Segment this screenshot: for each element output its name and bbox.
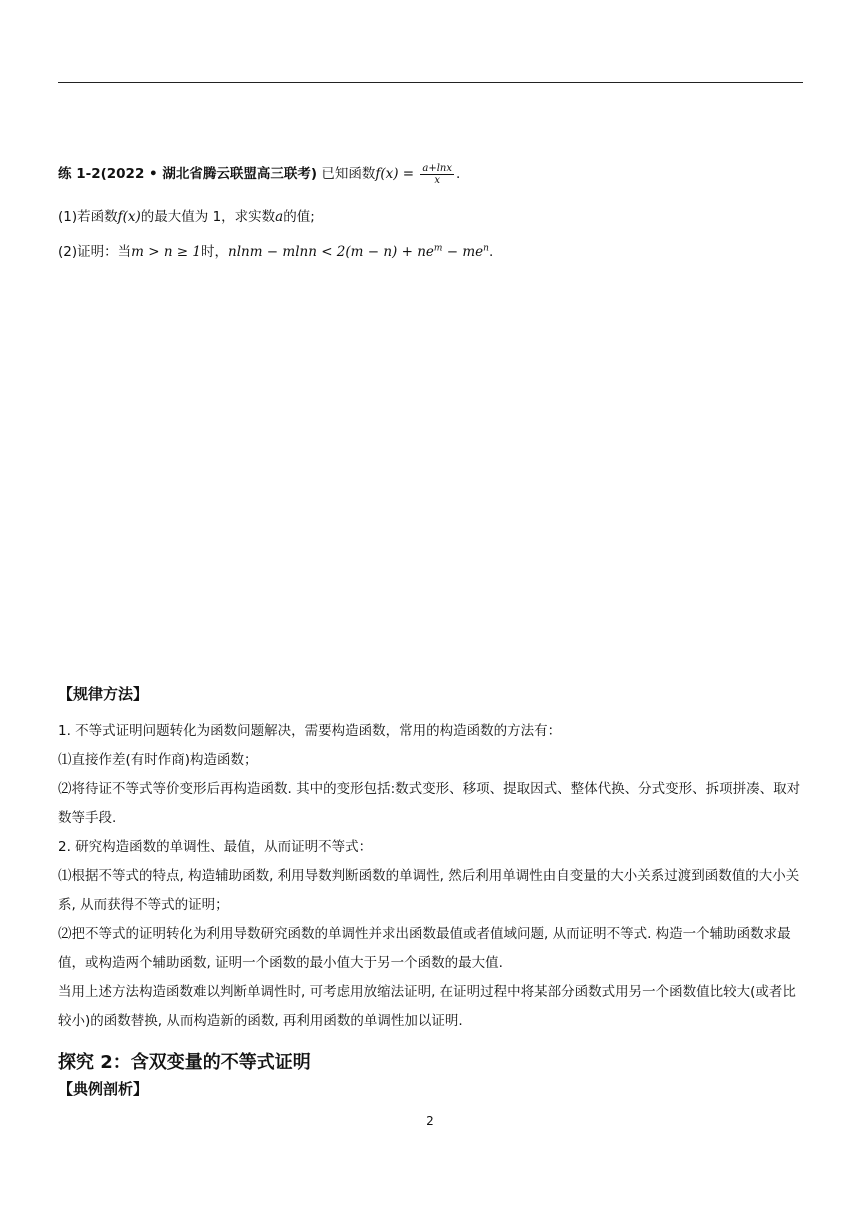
part-1-var-a: a <box>275 209 284 225</box>
page-number: 2 <box>426 1114 434 1128</box>
method-body <box>58 717 803 1036</box>
function-fraction <box>420 163 454 186</box>
section-title: 探究 2：含双变量的不等式证明 <box>58 1052 311 1073</box>
method-paragraph-1: 1. 不等式证明问题转化为函数问题解决，需要构造函数，常用的构造函数的方法有： <box>58 723 562 739</box>
part-2-end: . <box>488 244 494 260</box>
part-2-sup-m: m <box>433 243 443 254</box>
fraction-numerator: a+lnx <box>422 162 453 174</box>
part-2-condition: m > n ≥ 1 <box>131 244 201 260</box>
method-paragraph-2: ⑴直接作差(有时作商)构造函数； <box>58 752 258 768</box>
method-heading: 【规律方法】 <box>58 685 149 703</box>
part-2-inequality-b: − me <box>442 244 484 260</box>
exercise-source: (2022 • 湖北省腾云联盟高三联考) <box>100 166 318 182</box>
question-part-1 <box>58 205 315 225</box>
part-2-text-b: 时， <box>201 244 228 260</box>
part-2-inequality: nlnm − mlnn < 2(m − n) + ne <box>228 244 434 260</box>
header-rule <box>58 82 803 83</box>
function-lhs: f(x) = <box>375 166 419 182</box>
exercise-label: 练 1-2 <box>58 166 101 182</box>
fraction-denominator: x <box>434 174 441 186</box>
part-1-text-a: 若函数 <box>77 209 118 225</box>
part-2-number: (2) <box>58 244 78 260</box>
exercise-statement <box>58 162 460 186</box>
exercise-end-dot: . <box>456 166 461 182</box>
method-paragraph-6: ⑵把不等式的证明转化为利用导数研究函数的单调性并求出函数最值或者值域问题, 从而证明不等式. 构造一个辅助函数求最值，或构造两个辅助函数, 证明一个函数的最小值大于另一个函数的最大值. <box>58 926 791 971</box>
part-2-sup-n: n <box>483 243 489 254</box>
section-subheading: 【典例剖析】 <box>58 1080 149 1098</box>
method-paragraph-4: 2. 研究构造函数的单调性、最值，从而证明不等式： <box>58 839 373 855</box>
part-1-number: (1) <box>58 209 78 225</box>
question-part-2 <box>58 240 493 260</box>
exercise-intro: 已知函数 <box>321 166 376 182</box>
method-paragraph-7: 当用上述方法构造函数难以判断单调性时, 可考虑用放缩法证明, 在证明过程中将某部分函数式用另一个函数值比较大(或者比较小)的函数替换, 从而构造新的函数, 再利用函数的单调性加以证明. <box>58 984 796 1029</box>
method-paragraph-5: ⑴根据不等式的特点, 构造辅助函数, 利用导数判断函数的单调性, 然后利用单调性由自变量的大小关系过渡到函数值的大小关系, 从而获得不等式的证明； <box>58 868 800 913</box>
method-paragraph-3: ⑵将待证不等式等价变形后再构造函数. 其中的变形包括:数式变形、移项、提取因式、整体代换、分式变形、拆项拼凑、取对数等手段. <box>58 781 801 826</box>
part-2-text-a: 证明：当 <box>77 244 132 260</box>
part-1-text-c: 的值; <box>283 209 315 225</box>
part-1-text-b: 的最大值为 1，求实数 <box>140 209 276 225</box>
part-1-fx: f(x) <box>117 209 141 225</box>
